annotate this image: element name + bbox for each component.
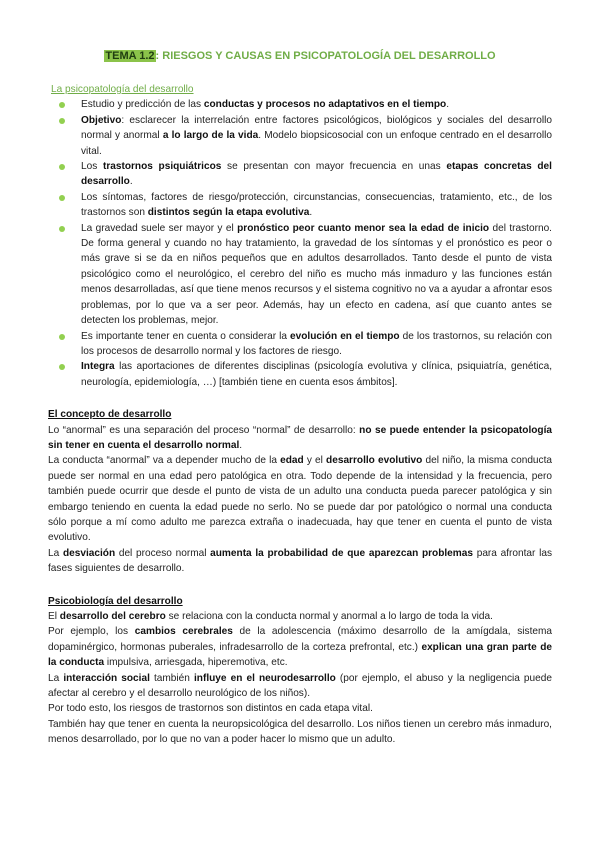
paragraph xyxy=(48,546,552,577)
paragraph xyxy=(48,717,552,748)
text-run: para afrontar las fases siguientes de desarrollo. xyxy=(48,547,552,575)
bold-text: cambios cerebrales xyxy=(134,626,233,638)
text-run: de los trastornos, su relación con los procesos de desarrollo normal y los factores de riesgo. xyxy=(81,330,553,357)
text-run: de la adolescencia (máximo desarrollo de la amígdala, sistema dopaminérgico, hormonas puberales, infradesarrollo de la corteza prefrontal, etc.) xyxy=(48,626,553,653)
bold-text: evolución en el tiempo xyxy=(290,330,400,342)
bullet-item xyxy=(81,329,552,360)
text-run: del proceso normal xyxy=(115,547,211,559)
bold-text: Objetivo xyxy=(81,114,122,126)
bold-text: influye en el neurodesarrollo xyxy=(193,672,336,684)
bold-text: conductas y procesos no adaptativos en el tiempo xyxy=(203,99,447,111)
text-run: . xyxy=(129,176,133,188)
text-run: . xyxy=(239,439,243,451)
text-run: Los síntomas, factores de riesgo/protección, circunstancias, consecuencias, tratamiento, etc., de los trastornos son xyxy=(81,191,552,219)
text-run: También hay que tener en cuenta la neuropsicológica del desarrollo. Los niños tienen un cerebro más inmaduro, menos desarrollado, por lo que no van a poder hacer lo mismo que un adulto. xyxy=(48,718,552,746)
text-run: Los xyxy=(81,161,103,173)
section-heading-concepto: El concepto de desarrollo xyxy=(48,409,172,421)
text-run: Lo “anormal” es una separación del proceso “normal” de desarrollo: xyxy=(48,424,360,436)
bullet-item xyxy=(81,113,552,159)
bold-text: Integra xyxy=(81,361,115,373)
page-title xyxy=(48,48,552,64)
text-run: . xyxy=(309,207,313,219)
paragraph xyxy=(48,423,552,454)
text-run: Es importante tener en cuenta o considerar la xyxy=(81,330,291,342)
text-run: se relaciona con la conducta normal y anormal a lo largo de toda la vida. xyxy=(165,611,493,622)
paragraph xyxy=(48,624,552,670)
bold-text: etapas concretas del desarrollo xyxy=(81,161,552,188)
bold-text: distintos según la etapa evolutiva xyxy=(147,207,310,219)
paragraph xyxy=(48,453,552,545)
bold-text: explican una gran parte de la conducta xyxy=(48,641,552,669)
bullet-item xyxy=(81,221,552,329)
bold-text: aumenta la probabilidad de que aparezcan problemas xyxy=(210,547,473,559)
title-highlight: TEMA 1.2 xyxy=(105,50,155,62)
section-heading-psicopatologia: La psicopatología del desarrollo xyxy=(51,84,194,95)
text-run: del trastorno. De forma general y cuando no hay tratamiento, la gravedad de los síntomas y el pronóstico es peor o más grave si se da en niños pequeños que en adultos desarrollados. Tanto desde el punto de vista psicológico como el neurológico, el cerebro del niño es mucho más inmaduro y las funciones están menos desarrolladas, así que tiene menos recursos y el sistema cognitivo no va a ayudar a afrontar esos problemas, por lo que va a ser peor. Además, hay un efecto en cadena, así que cuanto antes se detecten los problemas, mejor. xyxy=(81,222,552,327)
bullet-item xyxy=(81,359,552,390)
text-run: se presentan con mayor frecuencia en unas xyxy=(221,161,447,173)
bullet-item xyxy=(81,190,552,221)
text-run: La xyxy=(48,547,63,559)
text-run: Estudio y predicción de las xyxy=(81,99,204,111)
paragraph xyxy=(48,671,552,702)
text-run: las aportaciones de diferentes disciplinas (psicología evolutiva y clínica, psiquiatría, genética, neurología, epidemiología, …) [también tiene en cuenta esos ámbitos]. xyxy=(81,361,552,388)
title-text: : RIESGOS Y CAUSAS EN PSICOPATOLOGÍA DEL DESARROLLO xyxy=(155,50,496,62)
section-body-psicobiologia xyxy=(48,609,552,748)
text-run: Por ejemplo, los xyxy=(48,626,135,638)
section-heading-psicobiologia: Psicobiología del desarrollo xyxy=(48,595,183,607)
text-run: La gravedad suele ser mayor y el xyxy=(81,222,238,234)
bullet-list xyxy=(48,97,552,390)
bold-text: desviación xyxy=(62,547,116,559)
bold-text: interacción social xyxy=(63,672,150,684)
bullet-item xyxy=(81,159,552,190)
text-run: : esclarecer la interrelación entre factores psicológicos, biológicos y sociales del desarrollo normal y anormal xyxy=(81,114,552,142)
text-run: . xyxy=(446,99,449,111)
bullet-item xyxy=(81,97,552,112)
text-run: y el xyxy=(303,455,327,467)
text-run: del niño, la misma conducta puede ser normal en una edad pero patológica en otra. Todo depende de la intensidad y la frecuencia, pero también puede ocurrir que desde el punto de vista de un adulto una conducta pueda parecer patológica y sin embargo teniendo en cuenta la edad puede no serlo. No se puede dar por patológico o normal una conducta sólo porque a mí como adulto me parezca extraña o inadecuada, hay que tener en cuenta el punto de vista evolutivo. xyxy=(48,455,553,544)
bold-text: edad xyxy=(280,455,304,467)
bold-text: desarrollo del cerebro xyxy=(59,611,166,622)
bold-text: pronóstico peor cuanto menor sea la edad de inicio xyxy=(237,222,490,234)
section-body-concepto xyxy=(48,423,552,577)
text-run: . Modelo biopsicosocial con un enfoque centrado en el desarrollo vital. xyxy=(81,130,552,157)
text-run: La conducta “anormal” va a depender mucho de la xyxy=(48,455,281,467)
text-run: La xyxy=(48,672,64,684)
text-run: Por todo esto, los riesgos de trastornos son distintos en cada etapa vital. xyxy=(48,703,373,715)
bold-text: no se puede entender la psicopatología sin tener en cuenta el desarrollo normal xyxy=(48,424,553,451)
text-run: también xyxy=(149,672,194,684)
text-run: (por ejemplo, el abuso y la negligencia puede afectar al cerebro y el desarrollo neurológico de los niños). xyxy=(48,672,552,700)
paragraph xyxy=(48,609,552,624)
bold-text: a lo largo de la vida xyxy=(162,130,259,142)
text-run: El xyxy=(48,611,60,622)
bold-text: desarrollo evolutivo xyxy=(326,455,423,467)
paragraph xyxy=(48,701,552,716)
bold-text: trastornos psiquiátricos xyxy=(102,161,222,173)
text-run: impulsiva, arriesgada, hiperemotiva, etc. xyxy=(104,657,288,669)
